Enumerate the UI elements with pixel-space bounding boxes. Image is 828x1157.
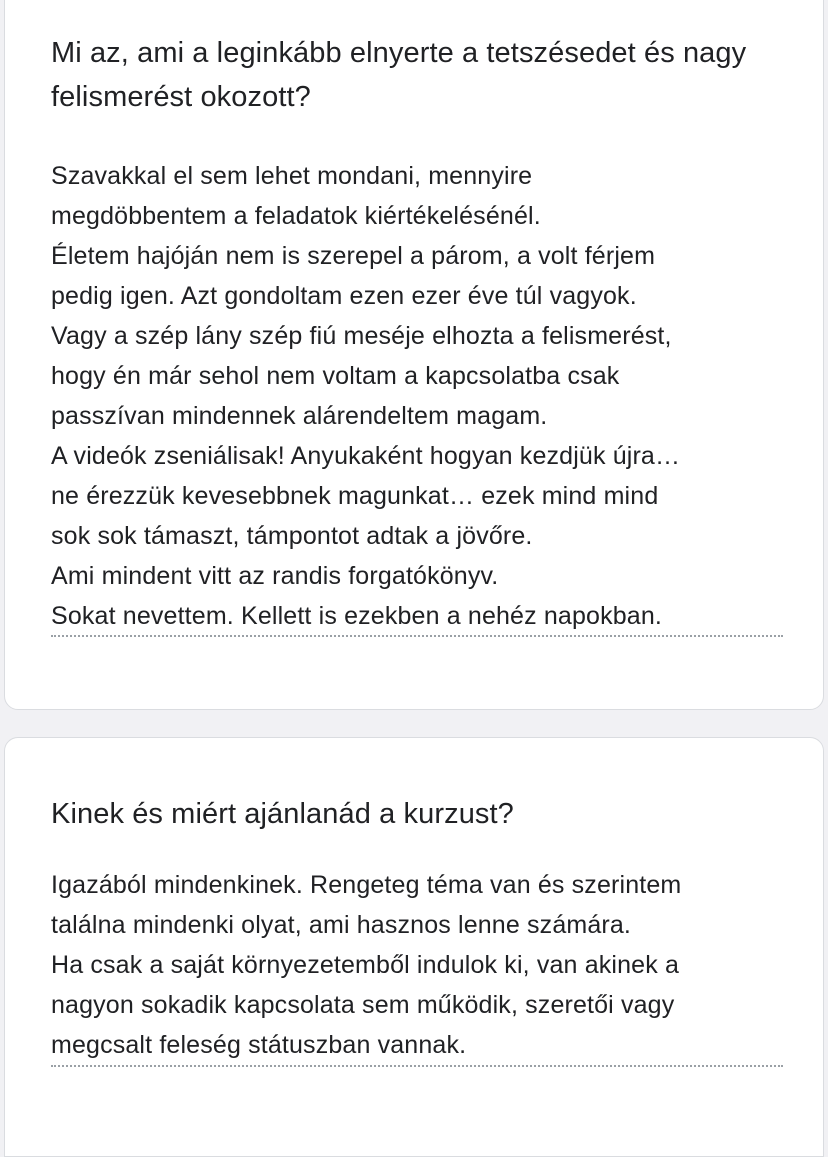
question-card-2	[4, 737, 824, 1157]
question-title: Kinek és miért ajánlanád a kurzust?	[51, 798, 514, 830]
answer-text[interactable]	[51, 865, 803, 1065]
answer-line: megdöbbentem a feladatok kiértékelésénél.	[51, 202, 541, 230]
question-card-1	[4, 0, 824, 710]
answer-line: Vagy a szép lány szép fiú meséje elhozta a felismerést,	[51, 322, 672, 350]
answer-underline	[51, 1065, 783, 1067]
answer-line: ne érezzük kevesebbnek magunkat… ezek mind mind	[51, 482, 659, 510]
answer-line: Igazából mindenkinek. Rengeteg téma van és szerintem	[51, 871, 682, 899]
answer-line: megcsalt feleség státuszban vannak.	[51, 1031, 467, 1059]
answer-line: passzívan mindennek alárendeltem magam.	[51, 402, 548, 430]
answer-line: pedig igen. Azt gondoltam ezen ezer éve túl vagyok.	[51, 282, 637, 310]
answer-line: Sokat nevettem. Kellett is ezekben a nehéz napokban.	[51, 602, 662, 630]
answer-line: találna mindenki olyat, ami hasznos lenne számára.	[51, 911, 632, 939]
answer-line: Szavakkal el sem lehet mondani, mennyire	[51, 162, 533, 190]
answer-line: hogy én már sehol nem voltam a kapcsolatba csak	[51, 362, 620, 390]
answer-line: A videók zseniálisak! Anyukaként hogyan kezdjük újra…	[51, 442, 681, 470]
answer-line: Életem hajóján nem is szerepel a párom, a volt férjem	[51, 242, 656, 270]
question-title: Mi az, ami a leginkább elnyerte a tetszésedet és nagy felismerést okozott?	[51, 37, 747, 113]
answer-text[interactable]	[51, 156, 803, 636]
answer-line: nagyon sokadik kapcsolata sem működik, szeretői vagy	[51, 991, 675, 1019]
answer-line: sok sok támaszt, támpontot adtak a jövőre.	[51, 522, 533, 550]
answer-line: Ha csak a saját környezetemből indulok ki, van akinek a	[51, 951, 680, 979]
answer-line: Ami mindent vitt az randis forgatókönyv.	[51, 562, 499, 590]
answer-underline	[51, 635, 783, 637]
